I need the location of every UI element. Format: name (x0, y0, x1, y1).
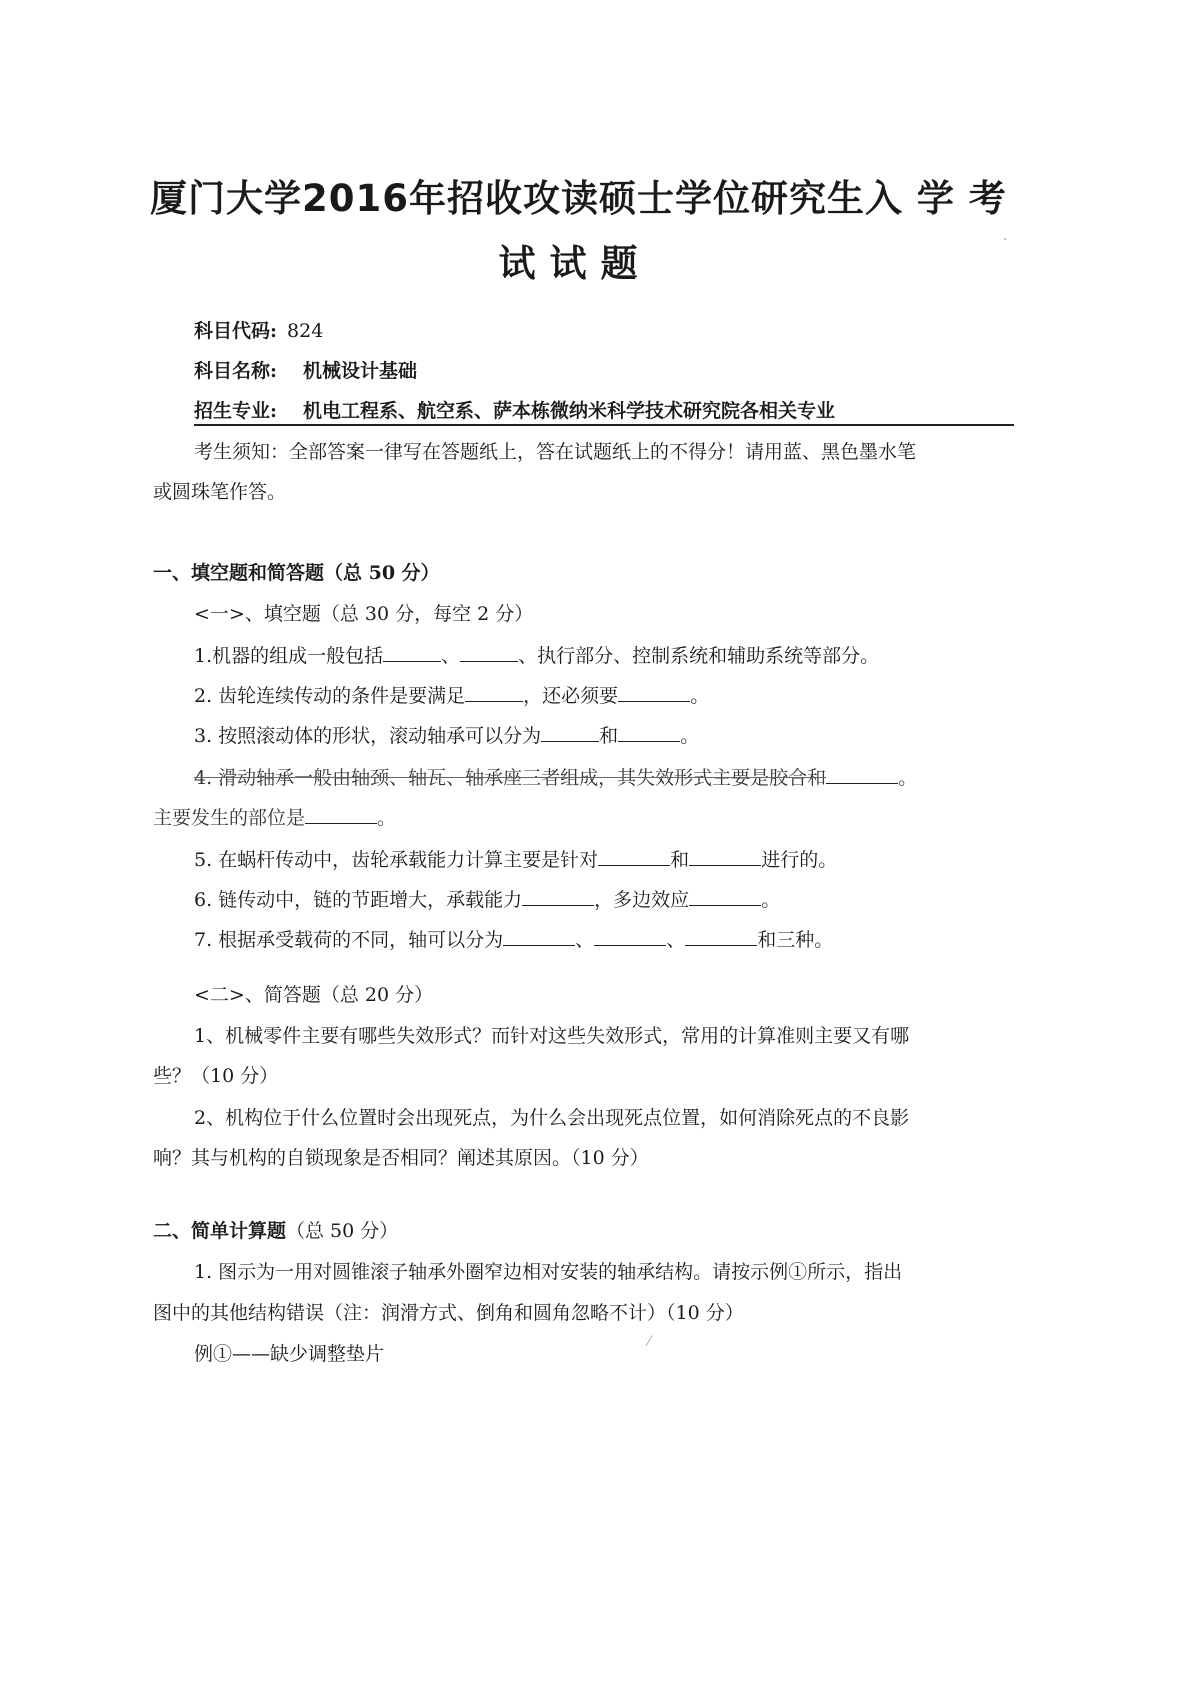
header-divider (194, 424, 1014, 426)
answer-blank (594, 929, 666, 946)
question-text: 和 (670, 849, 690, 871)
question-text: 、 (441, 645, 461, 667)
question-text: 、 (666, 929, 686, 951)
question-text: 6. 链传动中，链的节距增大，承载能力 (194, 889, 523, 911)
answer-blank (598, 849, 670, 866)
question-text: 7. 根据承受载荷的不同，轴可以分为 (194, 929, 504, 951)
question-text: 。 (898, 767, 918, 789)
answer-blank (826, 767, 898, 784)
notice-line-2: 或圆珠笔作答。 (153, 481, 287, 503)
question-text: 和三种。 (757, 929, 834, 951)
answer-blank (685, 929, 757, 946)
answer-blank (689, 889, 761, 906)
question-text: 3. 按照滚动体的形状，滚动轴承可以分为 (194, 725, 542, 747)
question-text: 主要发生的部位是 (153, 807, 306, 829)
question-text: 1.机器的组成一般包括 (194, 645, 384, 667)
section-2-heading-title: 二、简单计算题 (153, 1220, 287, 1242)
question-1 (194, 641, 879, 668)
question-text: 。 (680, 725, 700, 747)
page-title-continued: 试试题 (498, 242, 652, 285)
fill-blank-subheading: <一>、填空题（总 30 分，每空 2 分） (194, 603, 534, 625)
answer-blank (503, 929, 575, 946)
notice-line-1: 考生须知：全部答案一律写在答题纸上，答在试题纸上的不得分！请用蓝、黑色墨水笔 (194, 441, 917, 463)
short-answer-subheading: <二>、简答题（总 20 分） (194, 984, 434, 1006)
question-5 (194, 845, 837, 872)
scan-speck: · (1003, 232, 1008, 248)
answer-blank (618, 685, 690, 702)
short-answer-2-line-2: 响？其与机构的自锁现象是否相同？阐述其原因。（10 分） (153, 1147, 649, 1169)
subject-name-value: 机械设计基础 (303, 360, 418, 382)
subject-name (194, 356, 417, 383)
section-2-heading-points: （总 50 分） (286, 1220, 399, 1242)
question-text: 。 (690, 685, 710, 707)
answer-blank (541, 725, 599, 742)
question-text: 和 (599, 725, 619, 747)
calc-question-1-line-1: 1. 图示为一用对圆锥滚子轴承外圈窄边相对安装的轴承结构。请按示例①所示，指出 (194, 1261, 903, 1283)
answer-blank (618, 725, 680, 742)
subject-code-value: 824 (287, 320, 324, 342)
scan-speck: ⁄ (648, 1334, 651, 1350)
answer-blank (465, 685, 523, 702)
section-1-heading: 一、填空题和简答题（总 50 分） (153, 562, 440, 584)
question-text: ，还必须要 (523, 685, 619, 707)
answer-blank (460, 645, 518, 662)
answer-blank (305, 807, 377, 824)
question-text: 。 (377, 807, 397, 829)
question-text: 进行的。 (761, 849, 838, 871)
page-title: 厦门大学2016年招收攻读硕士学位研究生入 学 考 (150, 177, 1007, 220)
subject-name-label: 科目名称: (194, 360, 278, 382)
question-text: 5. 在蜗杆传动中，齿轮承载能力计算主要是针对 (194, 849, 599, 871)
question-4-continued (153, 803, 396, 830)
short-answer-1-line-2: 些？（10 分） (153, 1065, 279, 1087)
answer-blank (522, 889, 594, 906)
section-2-heading (153, 1216, 398, 1243)
question-text: ，多边效应 (594, 889, 690, 911)
question-7 (194, 925, 833, 952)
calc-question-1-example: 例①——缺少调整垫片 (194, 1343, 385, 1365)
enrollment-major (194, 396, 835, 423)
question-text: 2. 齿轮连续传动的条件是要满足 (194, 685, 466, 707)
question-6 (194, 885, 780, 912)
enrollment-major-value: 机电工程系、航空系、萨本栋微纳米科学技术研究院各相关专业 (303, 400, 836, 422)
question-text: 。 (761, 889, 781, 911)
answer-blank (689, 849, 761, 866)
question-text: 、 (575, 929, 595, 951)
question-2 (194, 681, 709, 708)
question-3 (194, 721, 699, 748)
question-text: 4. 滑动轴承一般由轴颈、轴瓦、轴承座三者组成，其失效形式主要是胶合和 (194, 767, 827, 789)
question-text: 、执行部分、控制系统和辅助系统等部分。 (518, 645, 880, 667)
calc-question-1-line-2: 图中的其他结构错误（注：润滑方式、倒角和圆角忽略不计）（10 分） (153, 1302, 744, 1324)
enrollment-major-label: 招生专业: (194, 400, 278, 422)
answer-blank (383, 645, 441, 662)
short-answer-2-line-1: 2、机构位于什么位置时会出现死点，为什么会出现死点位置，如何消除死点的不良影 (194, 1107, 910, 1129)
subject-code (194, 316, 323, 343)
subject-code-label: 科目代码: (194, 320, 278, 342)
short-answer-1-line-1: 1、机械零件主要有哪些失效形式？而针对这些失效形式，常用的计算准则主要又有哪 (194, 1025, 910, 1047)
question-4 (194, 763, 917, 790)
